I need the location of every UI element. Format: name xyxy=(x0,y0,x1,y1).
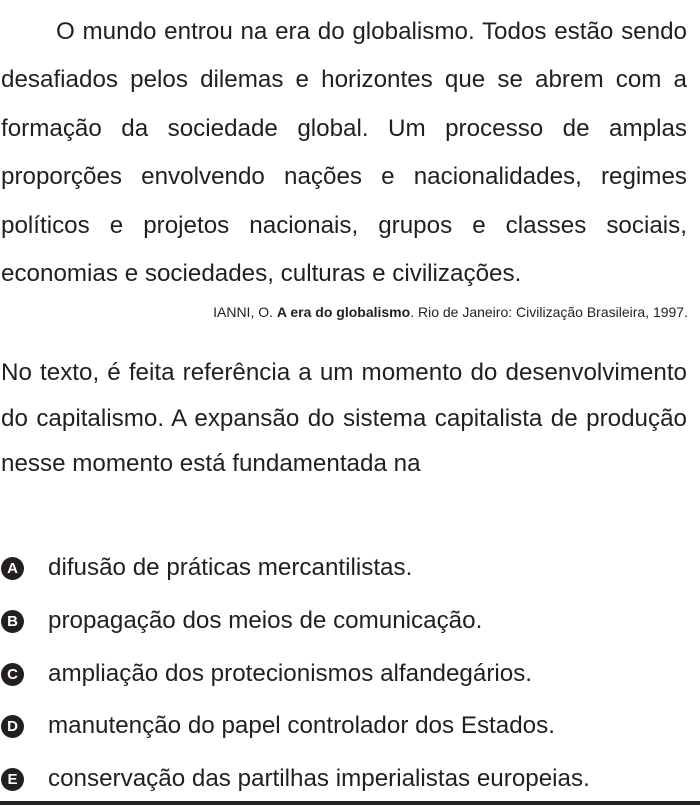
option-d-text: manutenção do papel controlador dos Estados. xyxy=(48,712,555,739)
option-e-text: conservação das partilhas imperialistas europeias. xyxy=(48,765,590,792)
citation-author: IANNI, O. xyxy=(213,304,274,320)
option-c-text: ampliação dos protecionismos alfandegários. xyxy=(48,660,533,687)
option-e[interactable] xyxy=(0,759,700,799)
option-d[interactable] xyxy=(0,706,700,746)
option-a[interactable] xyxy=(0,548,700,588)
option-b-letter-icon: B xyxy=(1,610,24,633)
option-a-letter-icon: A xyxy=(1,557,24,580)
option-a-text: difusão de práticas mercantilistas. xyxy=(48,554,413,581)
option-e-letter-icon: E xyxy=(1,768,24,791)
option-b-text: propagação dos meios de comunicação. xyxy=(48,607,483,634)
citation-title: A era do globalismo xyxy=(276,304,411,320)
question-stem: No texto, é feita referência a um momento do desenvolvimento do capitalismo. A expansão do sistema capitalista de produção nesse momento está fundamentada na xyxy=(1,359,687,477)
option-c[interactable] xyxy=(0,654,700,694)
citation-publication: . Rio de Janeiro: Civilização Brasileira, 1997. xyxy=(410,304,688,320)
option-b[interactable] xyxy=(0,601,700,641)
bottom-divider xyxy=(0,801,700,805)
option-d-letter-icon: D xyxy=(1,715,24,738)
source-citation xyxy=(213,303,688,321)
source-passage: O mundo entrou na era do globalismo. Todos estão sendo desafiados pelos dilemas e horizontes que se abrem com a formação da sociedade global. Um processo de amplas proporções envolvendo nações e nacionalidades, regimes políticos e projetos nacionais, grupos e classes sociais, economias e sociedades, culturas e civilizações. xyxy=(1,18,687,288)
option-c-letter-icon: C xyxy=(1,663,24,686)
